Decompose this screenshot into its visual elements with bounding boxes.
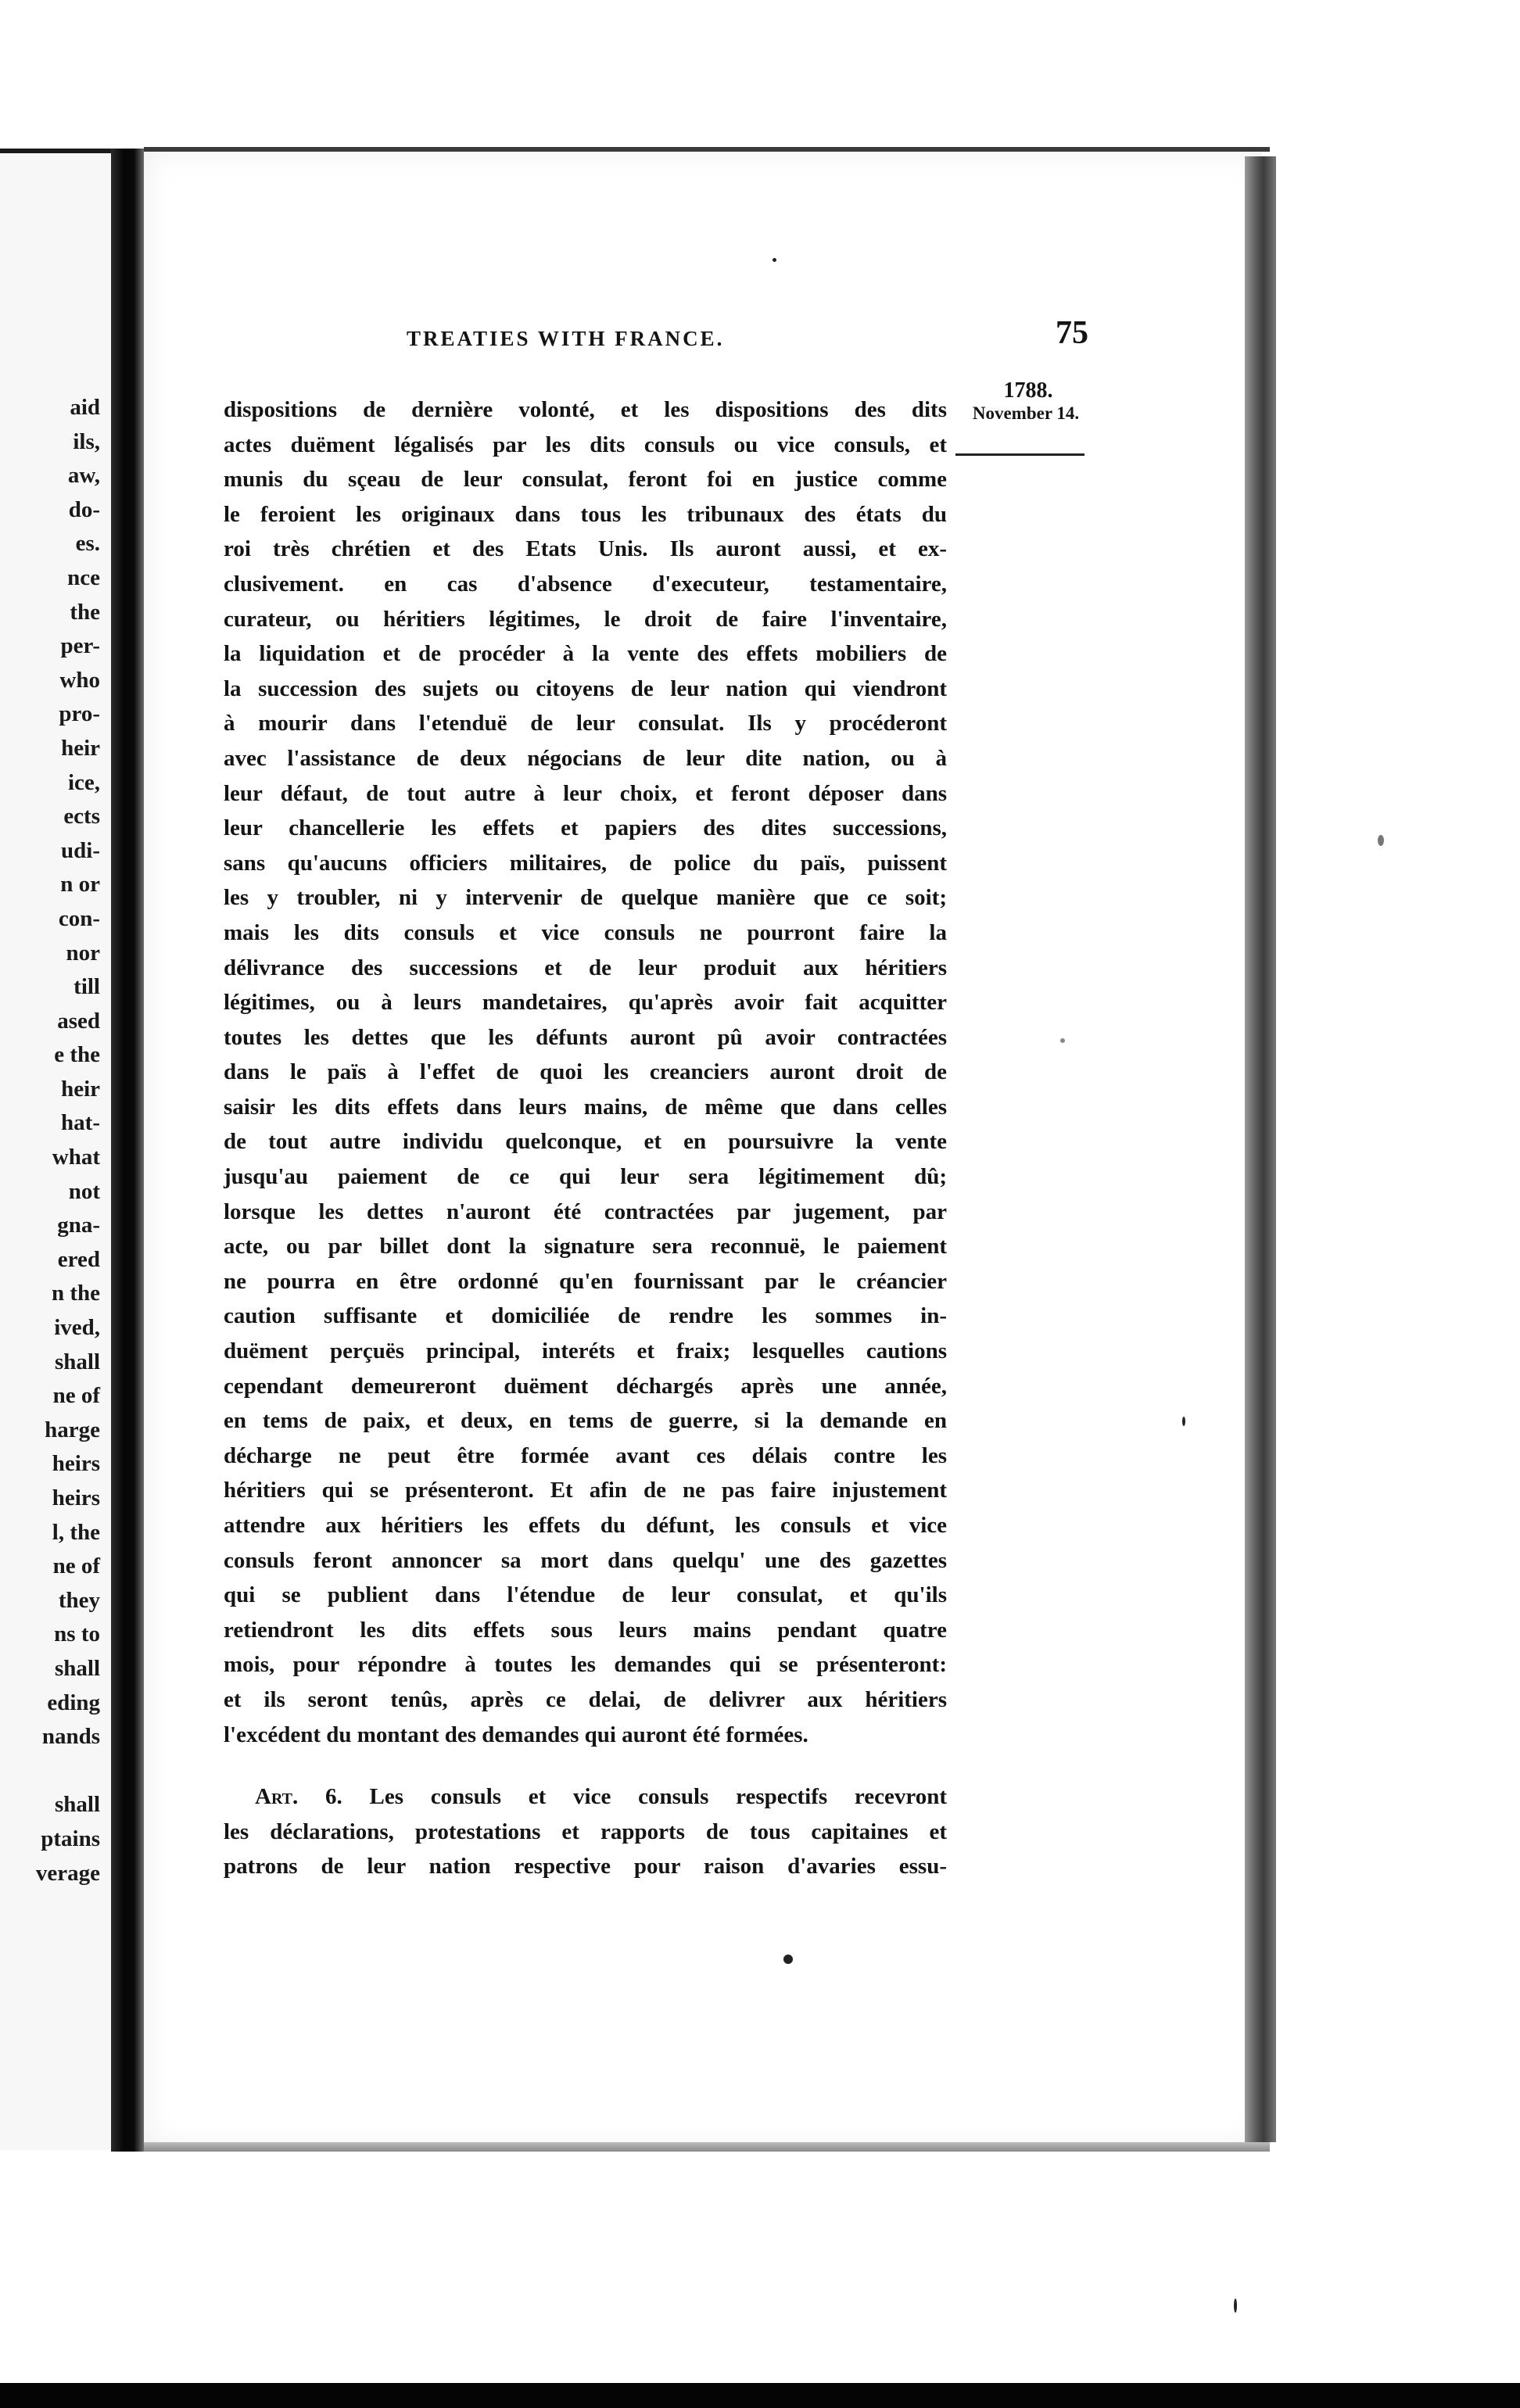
body-line: toutes les dettes que les défunts auront pû avoir contractées [224, 1024, 947, 1050]
body-line: cependant demeureront duëment déchargés après une année, [224, 1373, 947, 1399]
left-fragment-line [0, 1754, 100, 1789]
left-fragment-line: heirs [52, 1451, 100, 1477]
article-line: patrons de leur nation respective pour raison d'avaries essu- [224, 1854, 947, 1879]
left-fragment-line: verage [35, 1860, 100, 1886]
article-6-first-line [224, 1779, 947, 1815]
margin-date: November 14. [972, 403, 1080, 423]
left-fragment-line: hat- [61, 1110, 100, 1136]
left-fragment-line: pro- [59, 701, 100, 727]
article-number: 6. [325, 1784, 342, 1809]
left-fragment-line: heir [61, 735, 100, 761]
body-line: munis du sçeau de leur consulat, feront foi en justice comme [224, 467, 947, 493]
running-head: TREATIES WITH FRANCE. [407, 327, 725, 350]
body-line: délivrance des successions et de leur produit aux héritiers [224, 955, 947, 980]
page-top-edge [144, 147, 1270, 152]
left-fragment-line: do- [68, 496, 100, 522]
body-line: la liquidation et de procéder à la vente des effets mobiliers de [224, 641, 947, 667]
body-line: légitimes, ou à leurs mandetaires, qu'après avoir fait acquitter [224, 990, 947, 1016]
body-line: dans le païs à l'effet de quoi les creanciers auront droit de [224, 1059, 947, 1085]
body-line: décharge ne peut être formée avant ces délais contre les [224, 1442, 947, 1468]
bottom-scan-strip [0, 2383, 1520, 2408]
left-fragment-line: ns to [54, 1621, 100, 1647]
scan-speck [1182, 1417, 1185, 1426]
body-line: duëment perçuës principal, interéts et fraix; lesquelles cautions [224, 1338, 947, 1364]
left-fragment-line: e the [54, 1042, 100, 1068]
left-fragment-line: n the [51, 1281, 100, 1306]
left-fragment-line: nands [41, 1724, 100, 1750]
body-line: roi très chrétien et des Etats Unis. Ils auront aussi, et ex- [224, 536, 947, 562]
body-line: de tout autre individu quelconque, et en poursuivre la vente [224, 1129, 947, 1155]
body-line: jusqu'au paiement de ce qui leur sera légitimement dû; [224, 1164, 947, 1190]
scan-speck [1234, 2299, 1237, 2313]
left-fragment-line: heirs [52, 1485, 100, 1510]
scan-speck [1378, 835, 1384, 846]
left-fragment-line: per- [60, 633, 100, 659]
left-fragment-line: con- [58, 905, 100, 931]
left-page-fragment [0, 391, 100, 1890]
book-gutter [111, 149, 144, 2152]
body-line: qui se publient dans l'étendue de leur consulat, et qu'ils [224, 1582, 947, 1608]
margin-year: 1788. [1003, 378, 1053, 403]
body-line: mois, pour répondre à toutes les demandes qui se présenteront: [224, 1652, 947, 1678]
left-fragment-line: shall [54, 1792, 100, 1818]
body-line: retiendront les dits effets sous leurs mains pendant quatre [224, 1617, 947, 1643]
left-fragment-line: ptains [41, 1826, 100, 1851]
article-label: Art. [255, 1784, 299, 1809]
body-line: acte, ou par billet dont la signature sera reconnuë, le paiement [224, 1234, 947, 1260]
left-fragment-line: l, the [52, 1519, 100, 1545]
scan-speck [1060, 1038, 1065, 1043]
left-fragment-line: nor [66, 940, 100, 966]
body-line: la succession des sujets ou citoyens de leur nation qui viendront [224, 675, 947, 701]
body-line: lorsque les dettes n'auront été contractées par jugement, par [224, 1199, 947, 1224]
body-line: avec l'assistance de deux négocians de leur dite nation, ou à [224, 745, 947, 771]
body-line: consuls feront annoncer sa mort dans quelqu' une des gazettes [224, 1547, 947, 1573]
body-line: l'excédent du montant des demandes qui auront été formées. [224, 1722, 808, 1747]
article-6 [224, 1779, 947, 1884]
body-line: curateur, ou héritiers légitimes, le droit de faire l'inventaire, [224, 606, 947, 632]
left-fragment-line: nce [67, 564, 100, 590]
body-line: en tems de paix, et deux, en tems de guerre, si la demande en [224, 1408, 947, 1434]
left-fragment-line: the [70, 599, 100, 625]
left-fragment-line: ne of [52, 1553, 100, 1579]
article-first-line-text: Les consuls et vice consuls respectifs recevront [369, 1784, 947, 1809]
body-line: à mourir dans l'etenduë de leur consulat. Ils y procéderont [224, 711, 947, 736]
body-line: saisir les dits effets dans leurs mains, de même que dans celles [224, 1094, 947, 1120]
left-fragment-line: ice, [67, 769, 100, 795]
left-fragment-line: ived, [54, 1315, 100, 1341]
left-fragment-line: ered [57, 1246, 100, 1272]
left-fragment-line: they [58, 1587, 100, 1613]
body-line: le feroient les originaux dans tous les tribunaux des états du [224, 501, 947, 527]
left-fragment-line: aid [70, 395, 100, 420]
left-fragment-line: udi- [61, 837, 100, 863]
left-fragment-line: gna- [57, 1213, 100, 1238]
body-line: et ils seront tenûs, après ce delai, de delivrer aux héritiers [224, 1686, 947, 1712]
left-fragment-line: who [59, 667, 100, 693]
left-fragment-line: shall [54, 1655, 100, 1681]
page-bottom-edge [144, 2142, 1270, 2152]
body-line: caution suffisante et domiciliée de rendre les sommes in- [224, 1303, 947, 1329]
left-fragment-line: aw, [67, 463, 100, 489]
left-fragment-line: not [68, 1178, 100, 1204]
scan-speck [773, 258, 776, 262]
left-fragment-line: ne of [52, 1383, 100, 1409]
page-number: 75 [1056, 315, 1088, 351]
body-line: mais les dits consuls et vice consuls ne pourront faire la [224, 919, 947, 945]
left-fragment-line: n or [60, 872, 100, 898]
left-fragment-line: es. [75, 531, 100, 557]
page-right-edge [1245, 156, 1276, 2142]
article-line: les déclarations, protestations et rapports de tous capitaines et [224, 1819, 947, 1844]
body-line: les y troubler, ni y intervenir de quelque manière que ce soit; [224, 885, 947, 911]
left-fragment-line: ects [63, 804, 100, 830]
left-fragment-line: harge [45, 1417, 100, 1442]
body-line: leur défaut, de tout autre à leur choix, et feront déposer dans [224, 780, 947, 806]
left-fragment-line: ils, [73, 428, 100, 454]
left-fragment-line: eding [47, 1690, 100, 1715]
body-paragraph [224, 392, 947, 1752]
body-line: héritiers qui se présenteront. Et afin de ne pas faire injustement [224, 1478, 947, 1503]
body-line: sans qu'aucuns officiers militaires, de police du païs, puissent [224, 850, 947, 876]
body-line: dispositions de dernière volonté, et les dispositions des dits [224, 397, 947, 422]
body-line: actes duëment légalisés par les dits consuls ou vice consuls, et [224, 432, 947, 457]
left-fragment-line: what [52, 1145, 100, 1170]
margin-rule [955, 453, 1084, 456]
body-line: leur chancellerie les effets et papiers des dites successions, [224, 815, 947, 841]
left-fragment-line: shall [54, 1349, 100, 1374]
left-fragment-line: till [73, 974, 100, 1000]
left-fragment-line: heir [61, 1076, 100, 1102]
left-fragment-line: ased [57, 1008, 100, 1034]
scan-speck [783, 1955, 793, 1964]
body-line: clusivement. en cas d'absence d'executeur, testamentaire, [224, 571, 947, 597]
body-line: ne pourra en être ordonné qu'en fournissant par le créancier [224, 1268, 947, 1294]
body-line: attendre aux héritiers les effets du défunt, les consuls et vice [224, 1513, 947, 1538]
